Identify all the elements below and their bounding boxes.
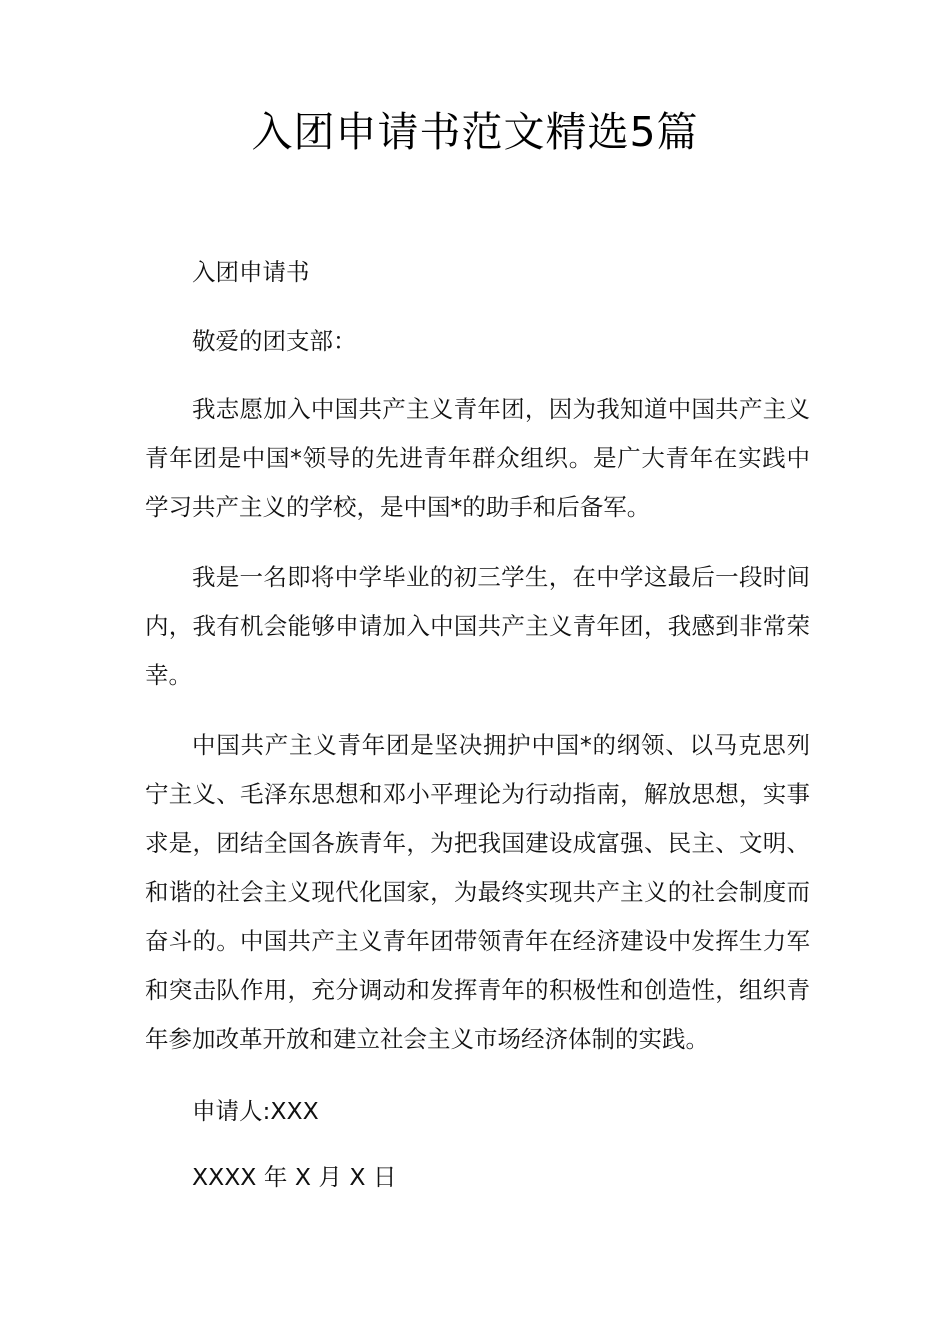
letter-greeting: 敬爱的团支部： <box>192 327 357 355</box>
applicant-line: 申请人:XXX <box>192 1097 319 1125</box>
paragraph-2: 我是一名即将中学毕业的初三学生，在中学这最后一段时间内，我有机会能够申请加入中国共产主义青年团，我感到非常荣幸。 <box>145 563 810 689</box>
date-line: XXXX 年 X 月 X 日 <box>192 1163 397 1191</box>
paragraph-1: 我志愿加入中国共产主义青年团，因为我知道中国共产主义青年团是中国*领导的先进青年群众组织。是广大青年在实践中学习共产主义的学校，是中国*的助手和后备军。 <box>145 395 810 521</box>
letter-heading: 入团申请书 <box>192 258 310 286</box>
paragraph-3: 中国共产主义青年团是坚决拥护中国*的纲领、以马克思列宁主义、毛泽东思想和邓小平理论为行动指南，解放思想，实事求是，团结全国各族青年，为把我国建设成富强、民主、文明、和谐的社会主义现代化国家，为最终实现共产主义的社会制度而奋斗的。中国共产主义青年团带领青年在经济建设中发挥生力军和突击队作用，充分调动和发挥青年的积极性和创造性，组织青年参加改革开放和建立社会主义市场经济体制的实践。 <box>145 731 810 1053</box>
document-title: 入团申请书范文精选5篇 <box>251 108 699 156</box>
